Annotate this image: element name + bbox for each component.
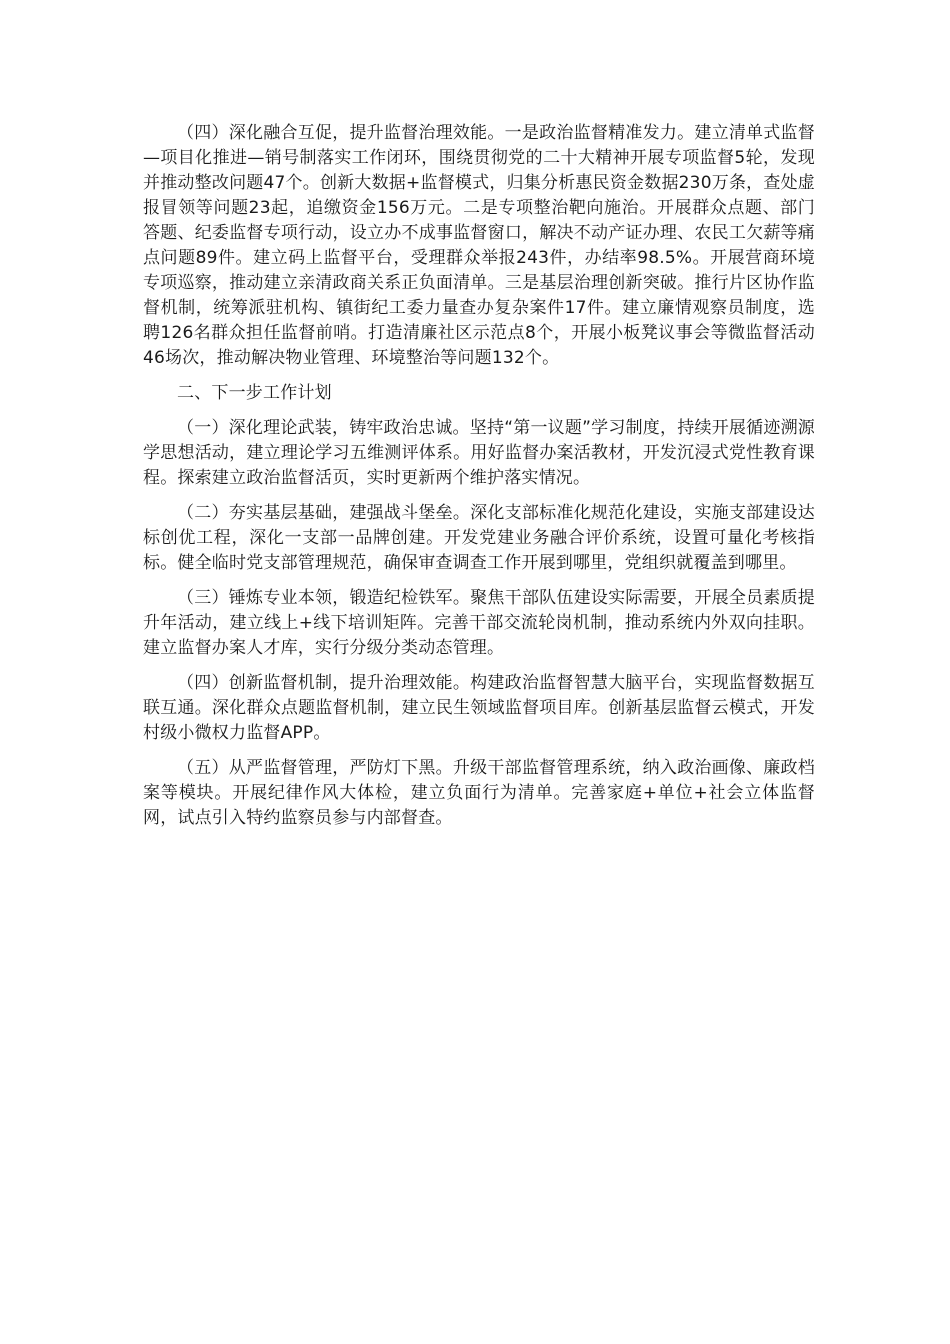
paragraph-plan-5-supervision: （五）从严监督管理，严防灯下黑。升级干部监督管理系统，纳入政治画像、廉政档案等模块。开展纪律作风大体检，建立负面行为清单。完善家庭+单位+社会立体监督网，试点引入特约监察员参与内部督查。 — [143, 758, 815, 828]
document-body — [143, 121, 815, 841]
paragraph-plan-4-mechanism: （四）创新监督机制，提升治理效能。构建政治监督智慧大脑平台，实现监督数据互联互通。深化群众点题监督机制，建立民生领域监督项目库。创新基层监督云模式，开发村级小微权力监督APP。 — [143, 673, 815, 743]
heading-next-step-plan: 二、下一步工作计划 — [177, 383, 332, 403]
paragraph-section-4-integration: （四）深化融合互促，提升监督治理效能。一是政治监督精准发力。建立清单式监督—项目化推进—销号制落实工作闭环，围绕贯彻党的二十大精神开展专项监督5轮，发现并推动整改问题47个。创新大数据+监督模式，归集分析惠民资金数据230万条，查处虚报冒领等问题23起，追缴资金156万元。二是专项整治靶向施治。开展群众点题、部门答题、纪委监督专项行动，设立办不成事监督窗口，解决不动产证办理、农民工欠薪等痛点问题89件。建立码上监督平台，受理群众举报243件，办结率98.5%。开展营商环境专项巡察，推动建立亲清政商关系正负面清单。三是基层治理创新突破。推行片区协作监督机制，统筹派驻机构、镇街纪工委力量查办复杂案件17件。建立廉情观察员制度，选聘126名群众担任监督前哨。打造清廉社区示范点8个，开展小板凳议事会等微监督活动46场次，推动解决物业管理、环境整治等问题132个。 — [143, 123, 815, 368]
paragraph-plan-2-foundation: （二）夯实基层基础，建强战斗堡垒。深化支部标准化规范化建设，实施支部建设达标创优工程，深化一支部一品牌创建。开发党建业务融合评价系统，设置可量化考核指标。健全临时党支部管理规范，确保审查调查工作开展到哪里，党组织就覆盖到哪里。 — [143, 503, 815, 573]
paragraph-plan-3-skills: （三）锤炼专业本领，锻造纪检铁军。聚焦干部队伍建设实际需要，开展全员素质提升年活动，建立线上+线下培训矩阵。完善干部交流轮岗机制，推动系统内外双向挂职。建立监督办案人才库，实行分级分类动态管理。 — [143, 588, 815, 658]
paragraph-plan-1-theory: （一）深化理论武装，铸牢政治忠诚。坚持“第一议题”学习制度，持续开展循迹溯源学思想活动，建立理论学习五维测评体系。用好监督办案活教材，开发沉浸式党性教育课程。探索建立政治监督活页，实时更新两个维护落实情况。 — [143, 418, 815, 488]
